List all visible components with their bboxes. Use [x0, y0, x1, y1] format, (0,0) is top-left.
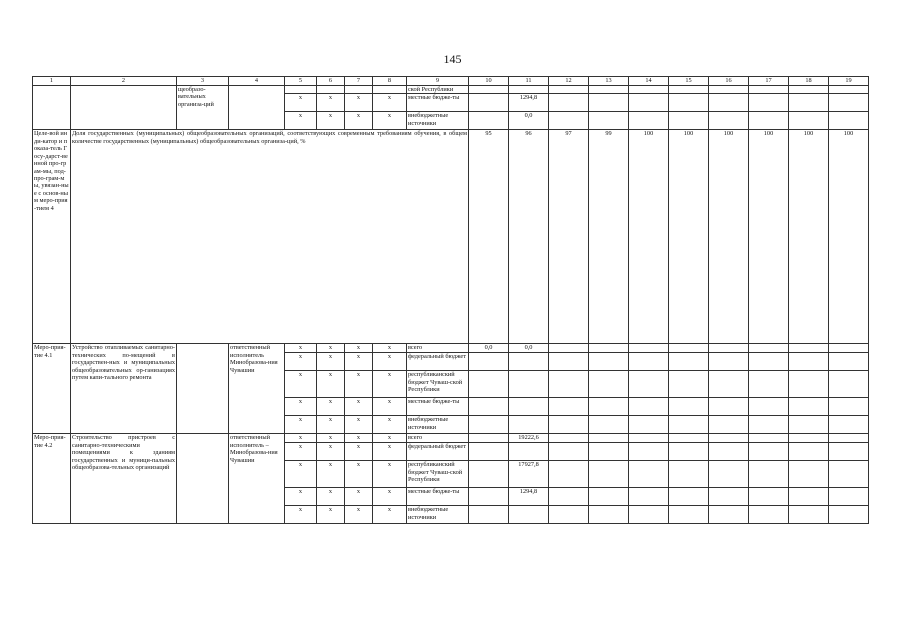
x-mark: х: [285, 488, 317, 506]
measure-name: Устройство отапливаемых санитарно-технических по-мещений в государствен-ных и муниципальных общеобразовательных ор-ганизациях путем капи-тального ремонта: [71, 344, 177, 434]
x-mark: х: [285, 506, 317, 524]
x-mark: х: [373, 488, 407, 506]
x-mark: х: [317, 398, 345, 416]
value-cell: [469, 398, 509, 416]
page-number: 145: [443, 52, 462, 66]
col-num: 4: [229, 77, 285, 86]
value-cell: 1294,8: [509, 94, 549, 112]
source-cell: федеральный бюджет: [407, 443, 469, 461]
table-row: [33, 86, 869, 94]
x-mark: х: [285, 371, 317, 398]
table-row: [33, 344, 869, 353]
col-num: 3: [177, 77, 229, 86]
x-mark: х: [317, 461, 345, 488]
measure-executor: ответственный исполнитель Минобразова-ния Чувашии: [229, 344, 285, 434]
indicator-value: 100: [749, 130, 789, 344]
x-mark: х: [317, 94, 345, 112]
x-mark: х: [285, 416, 317, 434]
measure-label: Меро-прия-тие 4.2: [33, 434, 71, 524]
program-table: [32, 76, 869, 524]
x-mark: х: [345, 398, 373, 416]
col-num: 15: [669, 77, 709, 86]
indicator-value: 96: [509, 130, 549, 344]
x-mark: х: [345, 443, 373, 461]
col-num: 8: [373, 77, 407, 86]
source-cell: местные бюдже-ты: [407, 398, 469, 416]
col-num: 17: [749, 77, 789, 86]
value-cell: [469, 416, 509, 434]
col-num: 9: [407, 77, 469, 86]
col-num: 18: [789, 77, 829, 86]
measure-name: Строительство пристроев с санитарно-техническими помещениями к зданиям государственных и муници-пальных общеобразова-тельных организаций: [71, 434, 177, 524]
x-mark: х: [373, 371, 407, 398]
x-mark: х: [317, 434, 345, 443]
value-cell: [509, 416, 549, 434]
x-mark: х: [373, 461, 407, 488]
col-num: 19: [829, 77, 869, 86]
source-cell: республиканский бюджет Чуваш-ской Республики: [407, 461, 469, 488]
x-mark: х: [317, 371, 345, 398]
value-cell: [469, 461, 509, 488]
value-cell: 0,0: [509, 344, 549, 353]
x-mark: х: [373, 353, 407, 371]
indicator-value: 100: [829, 130, 869, 344]
x-mark: х: [345, 488, 373, 506]
x-mark: х: [373, 443, 407, 461]
x-mark: х: [317, 112, 345, 130]
x-mark: х: [345, 461, 373, 488]
value-cell: [469, 434, 509, 443]
org-type-text: щеобразо-вательных организа-ций: [177, 86, 229, 130]
value-cell: [509, 353, 549, 371]
source-cell: внебюджетные источники: [407, 112, 469, 130]
value-cell: [469, 488, 509, 506]
col-num: 14: [629, 77, 669, 86]
source-cell: местные бюдже-ты: [407, 488, 469, 506]
x-mark: х: [373, 344, 407, 353]
table-row: [33, 434, 869, 443]
x-mark: х: [285, 398, 317, 416]
value-cell: [509, 371, 549, 398]
value-cell: [509, 398, 549, 416]
value-cell: [469, 371, 509, 398]
source-cell: республиканский бюджет Чуваш-ской Республики: [407, 371, 469, 398]
indicator-value: 99: [589, 130, 629, 344]
x-mark: х: [285, 443, 317, 461]
indicator-row: [33, 130, 869, 344]
source-cell: всего: [407, 434, 469, 443]
column-number-row: [33, 77, 869, 86]
value-cell: 0,0: [469, 344, 509, 353]
col-num: 13: [589, 77, 629, 86]
value-cell: [469, 506, 509, 524]
x-mark: х: [373, 506, 407, 524]
value-cell: 19222,6: [509, 434, 549, 443]
source-cell: ской Республики: [407, 86, 469, 94]
source-cell: всего: [407, 344, 469, 353]
col-num: 11: [509, 77, 549, 86]
source-cell: местные бюдже-ты: [407, 94, 469, 112]
indicator-value: 95: [469, 130, 509, 344]
x-mark: х: [285, 353, 317, 371]
x-mark: х: [317, 344, 345, 353]
x-mark: х: [345, 94, 373, 112]
indicator-value: 97: [549, 130, 589, 344]
x-mark: х: [345, 506, 373, 524]
x-mark: х: [373, 112, 407, 130]
indicator-value: 100: [709, 130, 749, 344]
x-mark: х: [285, 434, 317, 443]
x-mark: х: [317, 416, 345, 434]
measure-label: Меро-прия-тие 4.1: [33, 344, 71, 434]
col-num: 2: [71, 77, 177, 86]
col-num: 10: [469, 77, 509, 86]
value-cell: 0,0: [509, 112, 549, 130]
source-cell: внебюджетные источники: [407, 416, 469, 434]
source-cell: федеральный бюджет: [407, 353, 469, 371]
indicator-value: 100: [629, 130, 669, 344]
x-mark: х: [345, 371, 373, 398]
value-cell: 17927,8: [509, 461, 549, 488]
col-num: 6: [317, 77, 345, 86]
x-mark: х: [373, 416, 407, 434]
value-cell: [469, 443, 509, 461]
x-mark: х: [345, 353, 373, 371]
x-mark: х: [345, 344, 373, 353]
measure-executor: ответственный исполнитель – Минобразова-ния Чувашии: [229, 434, 285, 524]
x-mark: х: [285, 112, 317, 130]
source-cell: внебюджетные источники: [407, 506, 469, 524]
x-mark: х: [345, 112, 373, 130]
indicator-value: 100: [789, 130, 829, 344]
indicator-label: Целе-вой инди-катор и показа-тель Госу-дарст-венной про-грам-мы, под-про-грам-мы, увязан-ные с основ-ным меро-прия-тием 4: [33, 130, 71, 344]
indicator-value: 100: [669, 130, 709, 344]
col-num: 7: [345, 77, 373, 86]
x-mark: х: [345, 416, 373, 434]
x-mark: х: [317, 443, 345, 461]
value-cell: [509, 443, 549, 461]
x-mark: х: [285, 344, 317, 353]
x-mark: х: [317, 506, 345, 524]
value-cell: [469, 353, 509, 371]
x-mark: х: [373, 94, 407, 112]
x-mark: х: [285, 461, 317, 488]
x-mark: х: [373, 398, 407, 416]
value-cell: [509, 506, 549, 524]
x-mark: х: [373, 434, 407, 443]
col-num: 12: [549, 77, 589, 86]
x-mark: х: [285, 94, 317, 112]
x-mark: х: [317, 488, 345, 506]
x-mark: х: [345, 434, 373, 443]
x-mark: х: [317, 353, 345, 371]
col-num: 16: [709, 77, 749, 86]
indicator-text: Доля государственных (муниципальных) общеобразовательных организаций, соответствующих современным требованиям обучения, в общем количестве государственных (муниципальных) общеобразовательных организа-ций, %: [71, 130, 469, 344]
col-num: 1: [33, 77, 71, 86]
value-cell: 1294,8: [509, 488, 549, 506]
col-num: 5: [285, 77, 317, 86]
